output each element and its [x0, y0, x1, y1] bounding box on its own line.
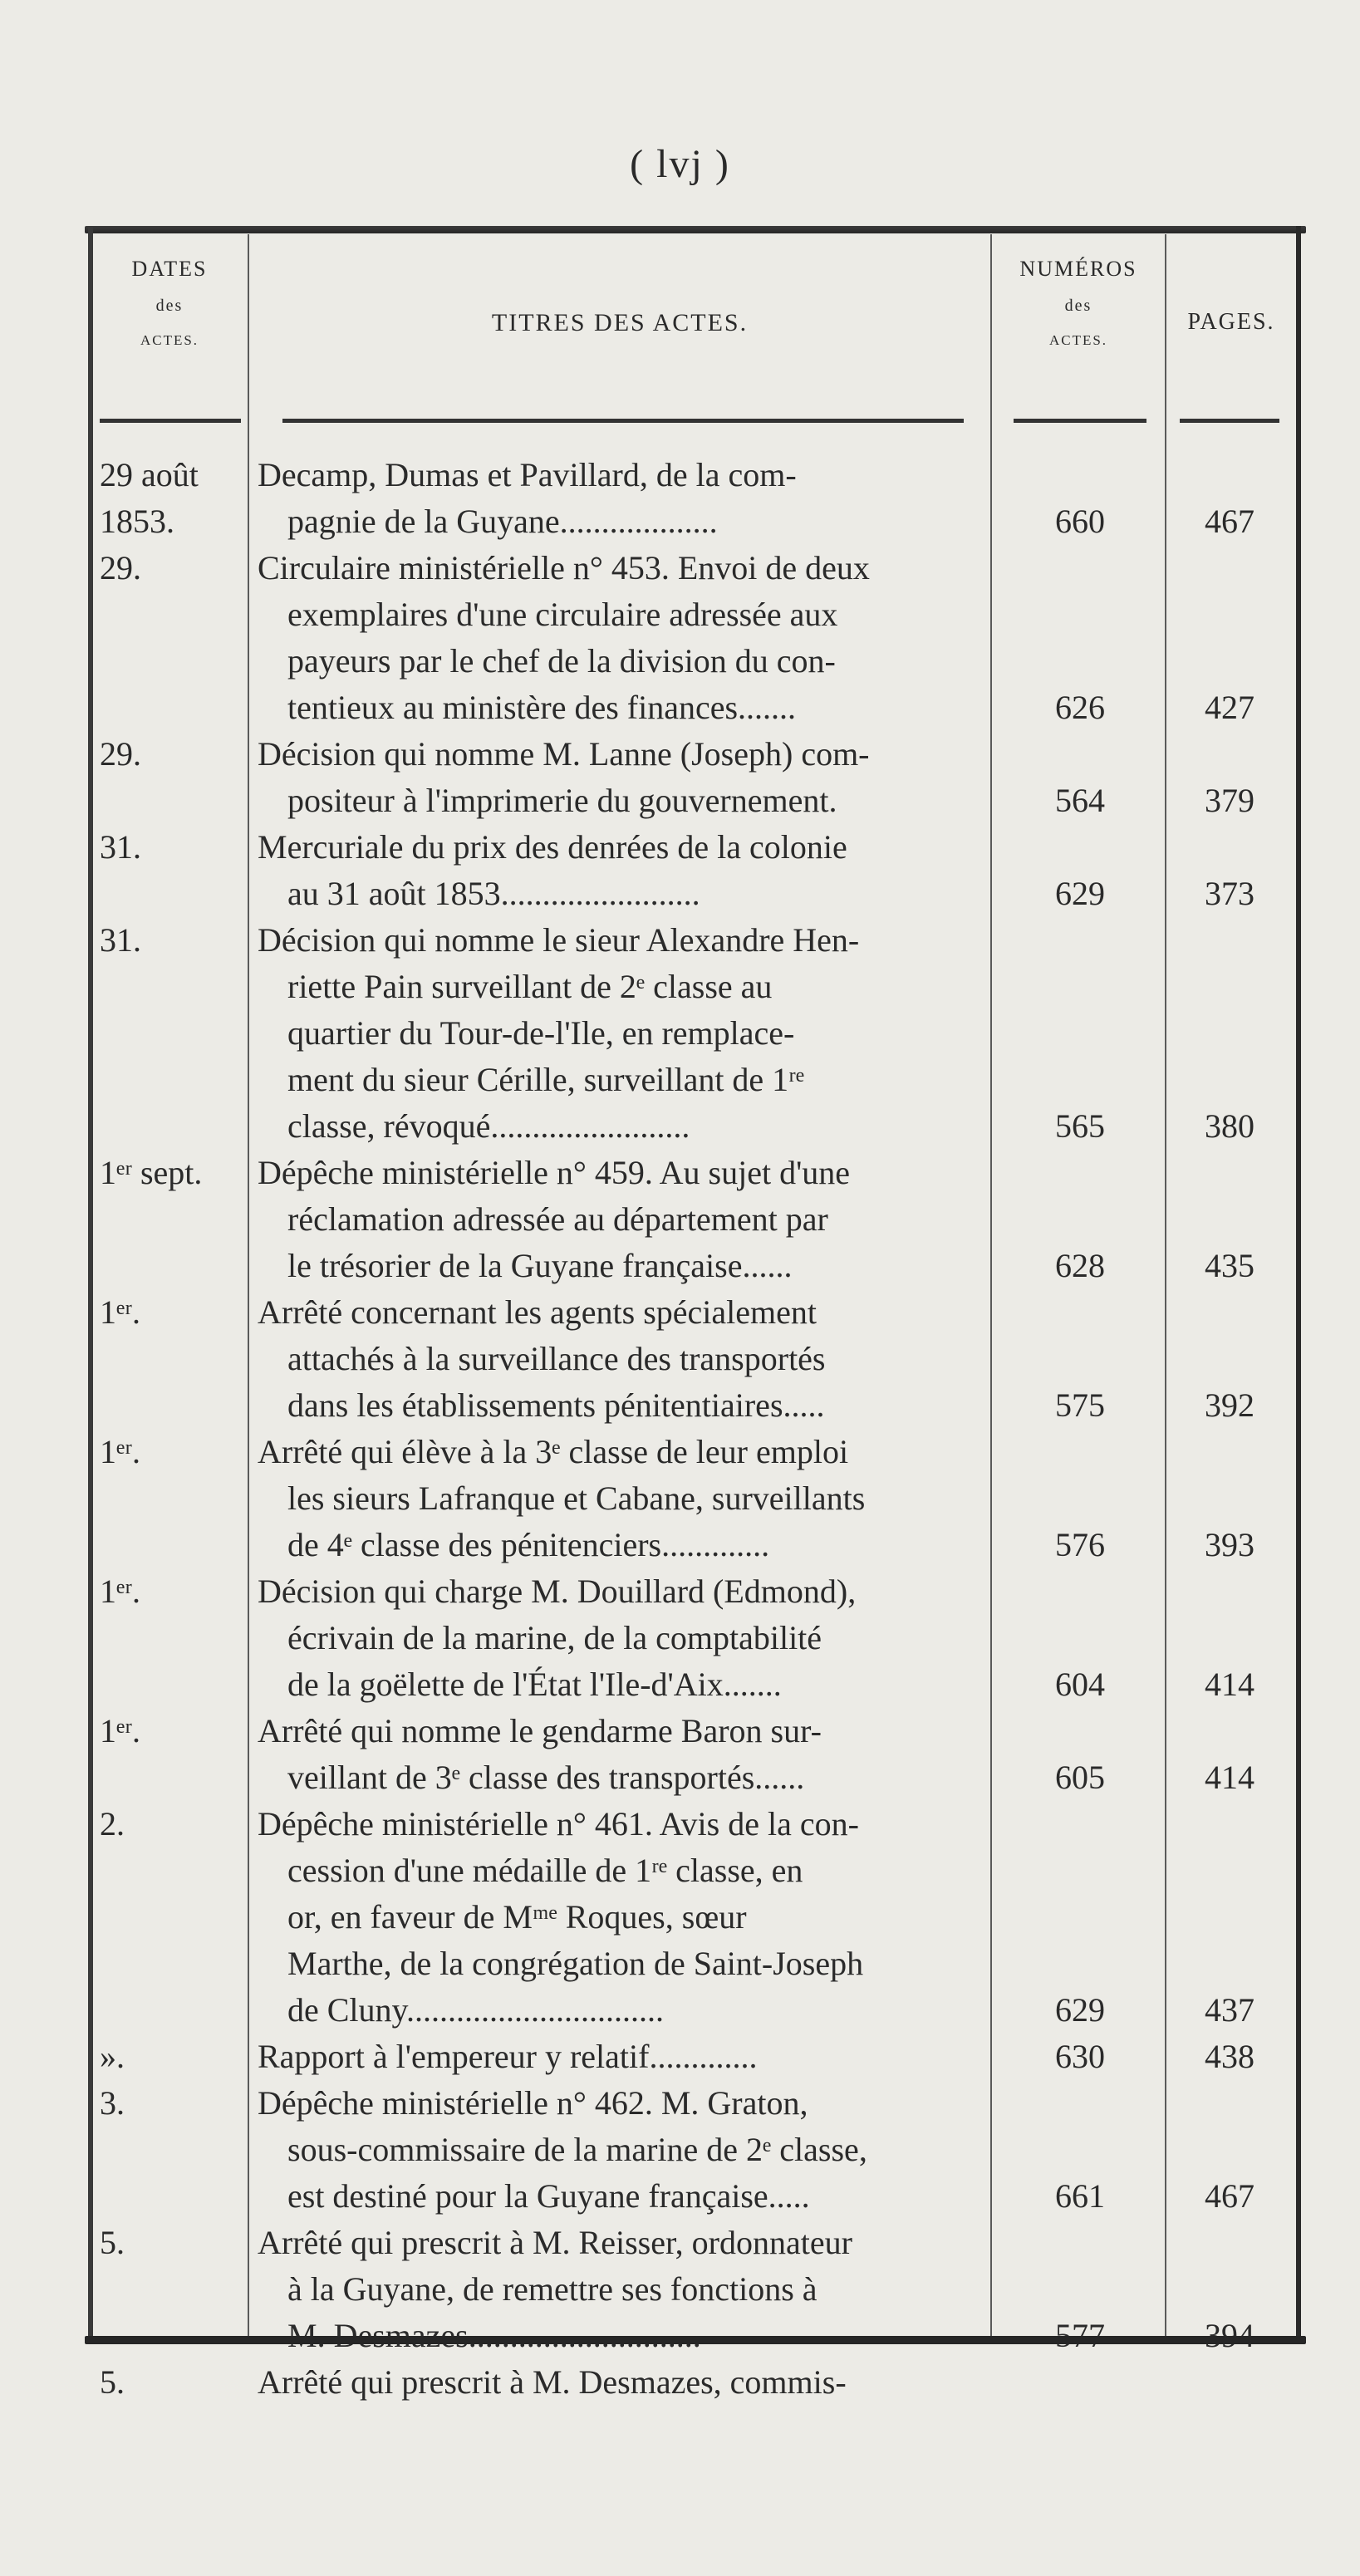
table-row — [91, 2359, 1303, 2406]
act-title-line: attachés à la surveillance des transportés — [287, 1340, 826, 1377]
act-title — [258, 1801, 980, 2034]
acts-table — [91, 226, 1303, 2401]
table-row — [91, 545, 1303, 731]
act-title — [258, 452, 980, 545]
act-title-line: pagnie de la Guyane................... — [287, 503, 718, 540]
act-title-line: Rapport à l'empereur y relatif............. — [258, 2038, 758, 2075]
top-rule — [85, 226, 1306, 233]
act-page: 380 — [1205, 1107, 1254, 1145]
act-title — [258, 1568, 980, 1708]
header-titles: TITRES DES ACTES. — [491, 309, 749, 336]
act-date: 5. — [100, 2363, 125, 2401]
act-title-line: ment du sieur Cérille, surveillant de 1ʳᵉ — [287, 1061, 805, 1098]
act-page: 414 — [1205, 1759, 1254, 1796]
act-title — [258, 2080, 980, 2220]
act-title-line: de la goëlette de l'État l'Ile-d'Aix....... — [287, 1666, 782, 1703]
act-number: 628 — [1055, 1247, 1105, 1284]
table-row — [91, 452, 1303, 545]
act-title-line: Décision qui nomme le sieur Alexandre Hen- — [258, 921, 860, 959]
header-dates-line2: des — [155, 297, 184, 315]
act-title — [258, 1429, 980, 1568]
act-title-line: réclamation adressée au département par — [287, 1200, 828, 1238]
act-title-line: Arrêté concernant les agents spécialement — [258, 1293, 817, 1331]
act-title-line: payeurs par le chef de la division du con- — [287, 642, 836, 680]
header-underline — [282, 419, 964, 423]
act-title-line: Décision qui nomme M. Lanne (Joseph) com- — [258, 735, 870, 773]
table-row — [91, 731, 1303, 824]
act-title — [258, 917, 980, 1150]
act-title-line: Circulaire ministérielle n° 453. Envoi de deux — [258, 549, 870, 586]
act-title-line: écrivain de la marine, de la comptabilité — [287, 1619, 822, 1656]
act-title — [258, 731, 980, 824]
header-numeros-line1: NUMÉROS — [1019, 257, 1137, 281]
act-date: 1ᵉʳ. — [100, 1573, 140, 1610]
act-title — [258, 2359, 980, 2406]
act-title-line: Dépêche ministérielle n° 462. M. Graton, — [258, 2084, 808, 2122]
act-title-line: positeur à l'imprimerie du gouvernement. — [287, 782, 837, 819]
table-row — [91, 2034, 1303, 2080]
act-title-line: quartier du Tour-de-l'Ile, en remplace- — [287, 1014, 795, 1052]
act-page: 438 — [1205, 2038, 1254, 2075]
header-dates-line3: ACTES. — [140, 332, 199, 348]
act-number: 604 — [1055, 1666, 1105, 1703]
act-page: 373 — [1205, 875, 1254, 912]
act-date: 2. — [100, 1805, 125, 1842]
act-page: 467 — [1205, 2177, 1254, 2215]
act-title-line: Arrêté qui élève à la 3ᵉ classe de leur emploi — [258, 1433, 849, 1470]
act-title-line: riette Pain surveillant de 2ᵉ classe au — [287, 968, 773, 1005]
act-title-line: Dépêche ministérielle n° 461. Avis de la con- — [258, 1805, 859, 1842]
table-row — [91, 2080, 1303, 2220]
act-date: 1ᵉʳ. — [100, 1712, 140, 1749]
table-row — [91, 1150, 1303, 1289]
act-date: 1ᵉʳ sept. — [100, 1154, 203, 1191]
act-date: 29. — [100, 549, 141, 586]
act-number: 660 — [1055, 503, 1105, 540]
act-title-line: à la Guyane, de remettre ses fonctions à — [287, 2270, 817, 2308]
act-title-line: exemplaires d'une circulaire adressée aux — [287, 596, 838, 633]
act-title-line: Mercuriale du prix des denrées de la colonie — [258, 828, 847, 866]
act-number: 629 — [1055, 875, 1105, 912]
header-numeros-line3: ACTES. — [1048, 332, 1108, 348]
act-title-line: classe, révoqué........................ — [287, 1107, 690, 1145]
act-title-line: de 4ᵉ classe des pénitenciers............. — [287, 1526, 770, 1563]
act-title-line: cession d'une médaille de 1ʳᵉ classe, en — [287, 1852, 803, 1889]
act-page: 379 — [1205, 782, 1254, 819]
table-row — [91, 917, 1303, 1150]
act-title — [258, 824, 980, 917]
act-date: 1ᵉʳ. — [100, 1293, 140, 1331]
act-title — [258, 1708, 980, 1801]
act-title-line: les sieurs Lafranque et Cabane, surveillants — [287, 1479, 866, 1517]
act-page: 437 — [1205, 1991, 1254, 2029]
header-pages: PAGES. — [1187, 309, 1275, 335]
header-dates-line1: DATES — [131, 257, 208, 281]
header-numeros-line2: des — [1064, 297, 1092, 315]
table-row — [91, 1801, 1303, 2034]
act-number: 565 — [1055, 1107, 1105, 1145]
act-title — [258, 2034, 980, 2080]
header-underline — [100, 419, 241, 423]
act-title — [258, 1289, 980, 1429]
act-title-line: Arrêté qui prescrit à M. Desmazes, commis- — [258, 2363, 847, 2401]
act-title-line: sous-commissaire de la marine de 2ᵉ classe, — [287, 2131, 867, 2168]
act-number: 629 — [1055, 1991, 1105, 2029]
act-page: 427 — [1205, 689, 1254, 726]
table-row — [91, 1429, 1303, 1568]
act-title — [258, 1150, 980, 1289]
act-page: 393 — [1205, 1526, 1254, 1563]
act-title-line: Décision qui charge M. Douillard (Edmond), — [258, 1573, 857, 1610]
act-date: 29. — [100, 735, 141, 773]
table-row — [91, 1289, 1303, 1429]
act-number: 576 — [1055, 1526, 1105, 1563]
act-number: 626 — [1055, 689, 1105, 726]
act-page: 435 — [1205, 1247, 1254, 1284]
act-title-line: tentieux au ministère des finances....... — [287, 689, 797, 726]
act-page: 467 — [1205, 503, 1254, 540]
table-body — [91, 452, 1303, 2406]
act-title-line: Arrêté qui prescrit à M. Reisser, ordonnateur — [258, 2224, 852, 2261]
act-number: 661 — [1055, 2177, 1105, 2215]
act-title-line: veillant de 3ᵉ classe des transportés...... — [287, 1759, 805, 1796]
header-underline — [1180, 419, 1279, 423]
table-row — [91, 824, 1303, 917]
act-date: ». — [100, 2038, 125, 2075]
act-title-line: Decamp, Dumas et Pavillard, de la com- — [258, 456, 797, 493]
act-date: 31. — [100, 828, 141, 866]
table-row — [91, 1708, 1303, 1801]
header-dates — [91, 251, 248, 357]
act-title-line: Marthe, de la congrégation de Saint-Joseph — [287, 1945, 864, 1982]
act-title-line: dans les établissements pénitentiaires..... — [287, 1386, 825, 1424]
act-number: 605 — [1055, 1759, 1105, 1796]
act-title-line: est destiné pour la Guyane française..... — [287, 2177, 810, 2215]
act-page: 392 — [1205, 1386, 1254, 1424]
act-date: 5. — [100, 2224, 125, 2261]
act-title-line: de Cluny............................... — [287, 1991, 664, 2029]
table-row — [91, 1568, 1303, 1708]
act-date: 3. — [100, 2084, 125, 2122]
act-title-line: au 31 août 1853........................ — [287, 875, 700, 912]
act-number: 575 — [1055, 1386, 1105, 1424]
act-number: 630 — [1055, 2038, 1105, 2075]
act-page: 414 — [1205, 1666, 1254, 1703]
act-title — [258, 545, 980, 731]
act-title-line: le trésorier de la Guyane française...... — [287, 1247, 793, 1284]
act-number: 564 — [1055, 782, 1105, 819]
header-underline — [1014, 419, 1146, 423]
header-numeros — [992, 251, 1165, 357]
act-date: 1ᵉʳ. — [100, 1433, 140, 1470]
bottom-rule — [85, 2336, 1306, 2344]
act-date: 29 août 1853. — [100, 456, 199, 540]
act-title-line: Dépêche ministérielle n° 459. Au sujet d'une — [258, 1154, 851, 1191]
page-number: ( lvj ) — [630, 142, 730, 186]
act-date: 31. — [100, 921, 141, 959]
act-title-line: Arrêté qui nomme le gendarme Baron sur- — [258, 1712, 822, 1749]
act-title-line: or, en faveur de Mᵐᵉ Roques, sœur — [287, 1898, 747, 1936]
